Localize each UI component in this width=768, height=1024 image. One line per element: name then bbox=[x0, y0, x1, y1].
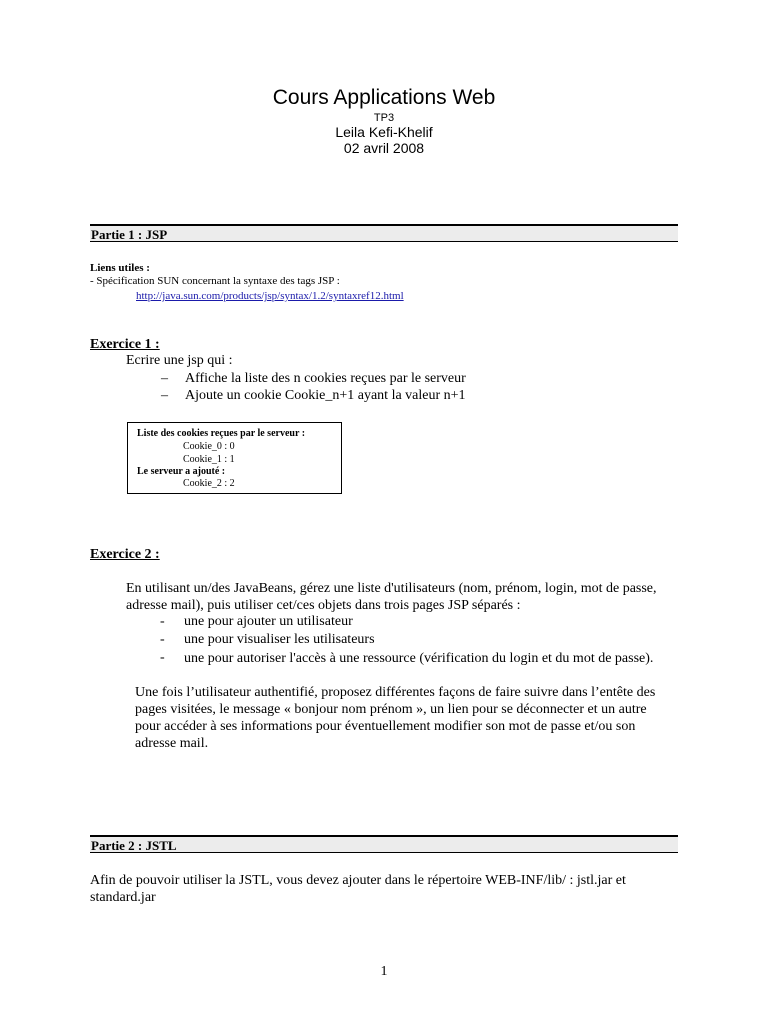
document-date: 02 avril 2008 bbox=[343, 140, 425, 156]
links-title: Liens utiles : bbox=[90, 262, 150, 274]
section-heading-part1: Partie 1 : JSP bbox=[90, 224, 678, 242]
sample-output-box bbox=[127, 422, 342, 494]
jsp-syntax-link[interactable]: http://java.sun.com/products/jsp/syntax/1.2/syntaxref12.html bbox=[136, 290, 404, 302]
exercise2-paragraph-auth: Une fois l’utilisateur authentifié, proposez différentes façons de faire suivre dans l’entête des pages visitées, le message « bonjour nom prénom », un lien pour se déconnecter et un autre pour accéder à ses informations pour éventuellement modifier son mot de passe et/ou son adresse mail. bbox=[135, 685, 656, 751]
exercise1-intro: Ecrire une jsp qui : bbox=[126, 353, 233, 368]
section-heading-part2: Partie 2 : JSTL bbox=[90, 835, 678, 853]
box-heading-received: Liste des cookies reçues par le serveur : bbox=[137, 428, 306, 439]
list-item-text: Ajoute un cookie Cookie_n+1 ayant la valeur n+1 bbox=[185, 388, 466, 403]
bullet-dash: – bbox=[161, 371, 168, 386]
box-cookie-0: Cookie_0 : 0 bbox=[183, 441, 235, 452]
page-number: 1 bbox=[380, 964, 388, 979]
list-item-text: Affiche la liste des n cookies reçues par le serveur bbox=[185, 371, 466, 386]
bullet-dash: - bbox=[160, 614, 165, 629]
bullet-dash: - bbox=[160, 632, 165, 647]
jstl-paragraph: Afin de pouvoir utiliser la JSTL, vous devez ajouter dans le répertoire WEB-INF/lib/ : jstl.jar et standard.jar bbox=[90, 873, 626, 905]
document-subtitle: TP3 bbox=[373, 112, 395, 124]
list-item-text: une pour autoriser l'accès à une ressource (vérification du login et du mot de passe). bbox=[184, 651, 654, 666]
box-cookie-1: Cookie_1 : 1 bbox=[183, 454, 235, 465]
box-cookie-2: Cookie_2 : 2 bbox=[183, 478, 235, 489]
exercise1-title: Exercice 1 : bbox=[90, 337, 160, 352]
exercise2-title: Exercice 2 : bbox=[90, 547, 160, 562]
document-author: Leila Kefi-Khelif bbox=[335, 124, 433, 140]
document-title: Cours Applications Web bbox=[272, 86, 496, 109]
list-item-text: une pour visualiser les utilisateurs bbox=[184, 632, 375, 647]
box-heading-added: Le serveur a ajouté : bbox=[137, 466, 226, 477]
links-description: - Spécification SUN concernant la syntaxe des tags JSP : bbox=[90, 275, 340, 287]
list-item-text: une pour ajouter un utilisateur bbox=[184, 614, 353, 629]
bullet-dash: – bbox=[161, 388, 168, 403]
bullet-dash: - bbox=[160, 650, 165, 665]
exercise2-paragraph: En utilisant un/des JavaBeans, gérez une liste d'utilisateurs (nom, prénom, login, mot de passe, adresse mail), puis utiliser cet/ces objets dans trois pages JSP séparés : bbox=[126, 581, 657, 613]
